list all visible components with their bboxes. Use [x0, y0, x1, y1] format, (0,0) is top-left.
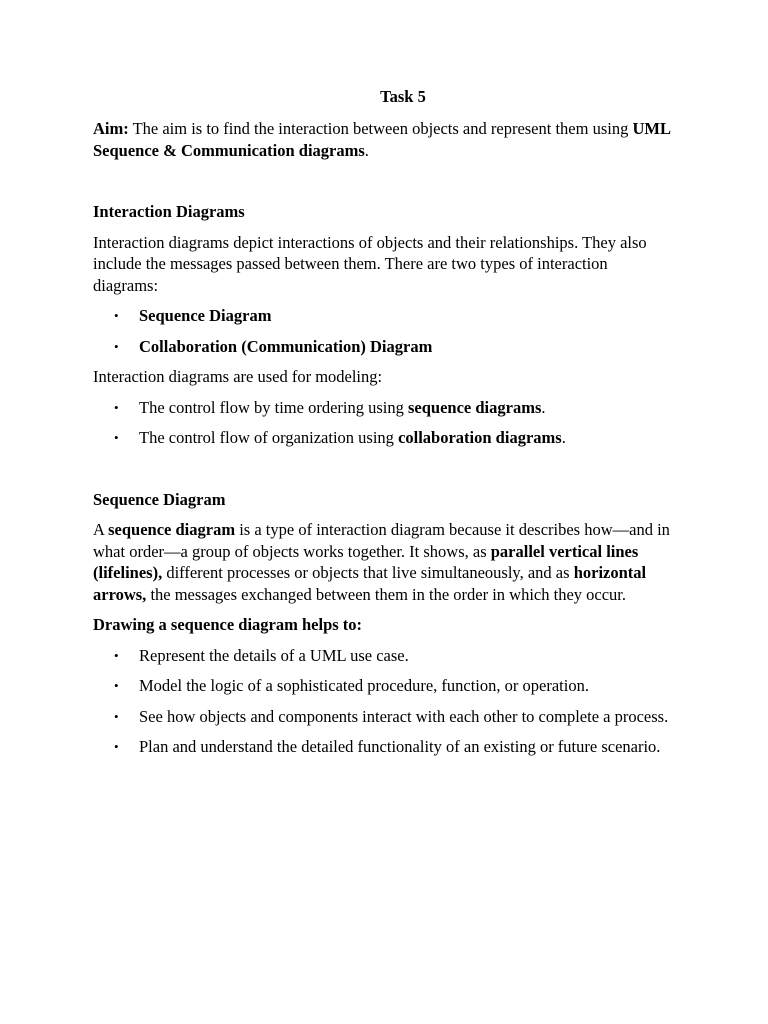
sequence-text: A: [93, 520, 109, 539]
sequence-bold: horizontal arrows,: [93, 563, 647, 604]
bullet-icon: •: [114, 678, 119, 693]
interaction-types-list: [93, 305, 673, 357]
use-bold: collaboration diagrams: [398, 428, 562, 447]
sequence-paragraph: [93, 519, 673, 605]
list-item: [93, 336, 673, 358]
sequence-text: the messages exchanged between them in the order in which they occur.: [146, 584, 627, 604]
aim-bold-text: UML Sequence & Communication diagrams: [93, 119, 671, 160]
list-item: [93, 736, 673, 758]
use-text: The control flow by time ordering using: [139, 397, 408, 417]
sequence-bold: sequence diagram: [108, 520, 236, 539]
helps-list: [93, 645, 673, 758]
document-page: [93, 86, 673, 767]
bullet-icon: •: [114, 399, 119, 415]
list-item: [93, 397, 673, 419]
sequence-text: is a type of interaction diagram because it describes how—and in what order—a group of objects works together. It shows, as: [93, 520, 670, 561]
interaction-uses-list: [93, 397, 673, 449]
list-item: [93, 675, 673, 697]
interaction-intro: Interaction diagrams depict interactions of objects and their relationships. They also include the messages passed between them. There are two types of interaction diagrams:: [93, 232, 647, 295]
type-label: Collaboration (Communication) Diagram: [139, 336, 433, 356]
bullet-icon: •: [114, 430, 119, 445]
aim-text: The aim is to find the interaction between objects and represent them using: [128, 119, 633, 138]
page-title: Task 5: [380, 87, 426, 106]
use-end: .: [541, 397, 546, 417]
bullet-icon: •: [114, 647, 119, 663]
list-item: [93, 706, 673, 728]
help-text: Represent the details of a UML use case.: [139, 645, 409, 665]
interaction-heading: Interaction Diagrams: [93, 202, 245, 221]
aim-end: .: [364, 140, 369, 160]
sequence-bold: parallel vertical lines (lifelines),: [93, 541, 639, 582]
use-bold: sequence diagrams: [408, 397, 542, 417]
bullet-icon: •: [114, 708, 119, 724]
help-text: Plan and understand the detailed functionality of an existing or future scenario.: [139, 737, 661, 756]
helps-heading: Drawing a sequence diagram helps to:: [93, 615, 363, 634]
bullet-icon: •: [114, 739, 119, 754]
sequence-heading: Sequence Diagram: [93, 489, 226, 509]
list-item: [93, 427, 673, 449]
modeling-intro: Interaction diagrams are used for modeling:: [93, 367, 383, 386]
list-item: [93, 645, 673, 667]
use-end: .: [561, 428, 566, 447]
type-label: Sequence Diagram: [139, 306, 272, 325]
aim-paragraph: [93, 118, 673, 161]
bullet-icon: •: [114, 338, 119, 354]
sequence-text: different processes or objects that live simultaneously, and as: [162, 563, 574, 582]
help-text: Model the logic of a sophisticated procedure, function, or operation.: [139, 676, 589, 695]
use-text: The control flow of organization using: [139, 428, 399, 447]
aim-label: Aim:: [93, 119, 129, 138]
bullet-icon: •: [114, 308, 119, 323]
help-text: See how objects and components interact with each other to complete a process.: [139, 706, 669, 726]
list-item: [93, 305, 673, 327]
